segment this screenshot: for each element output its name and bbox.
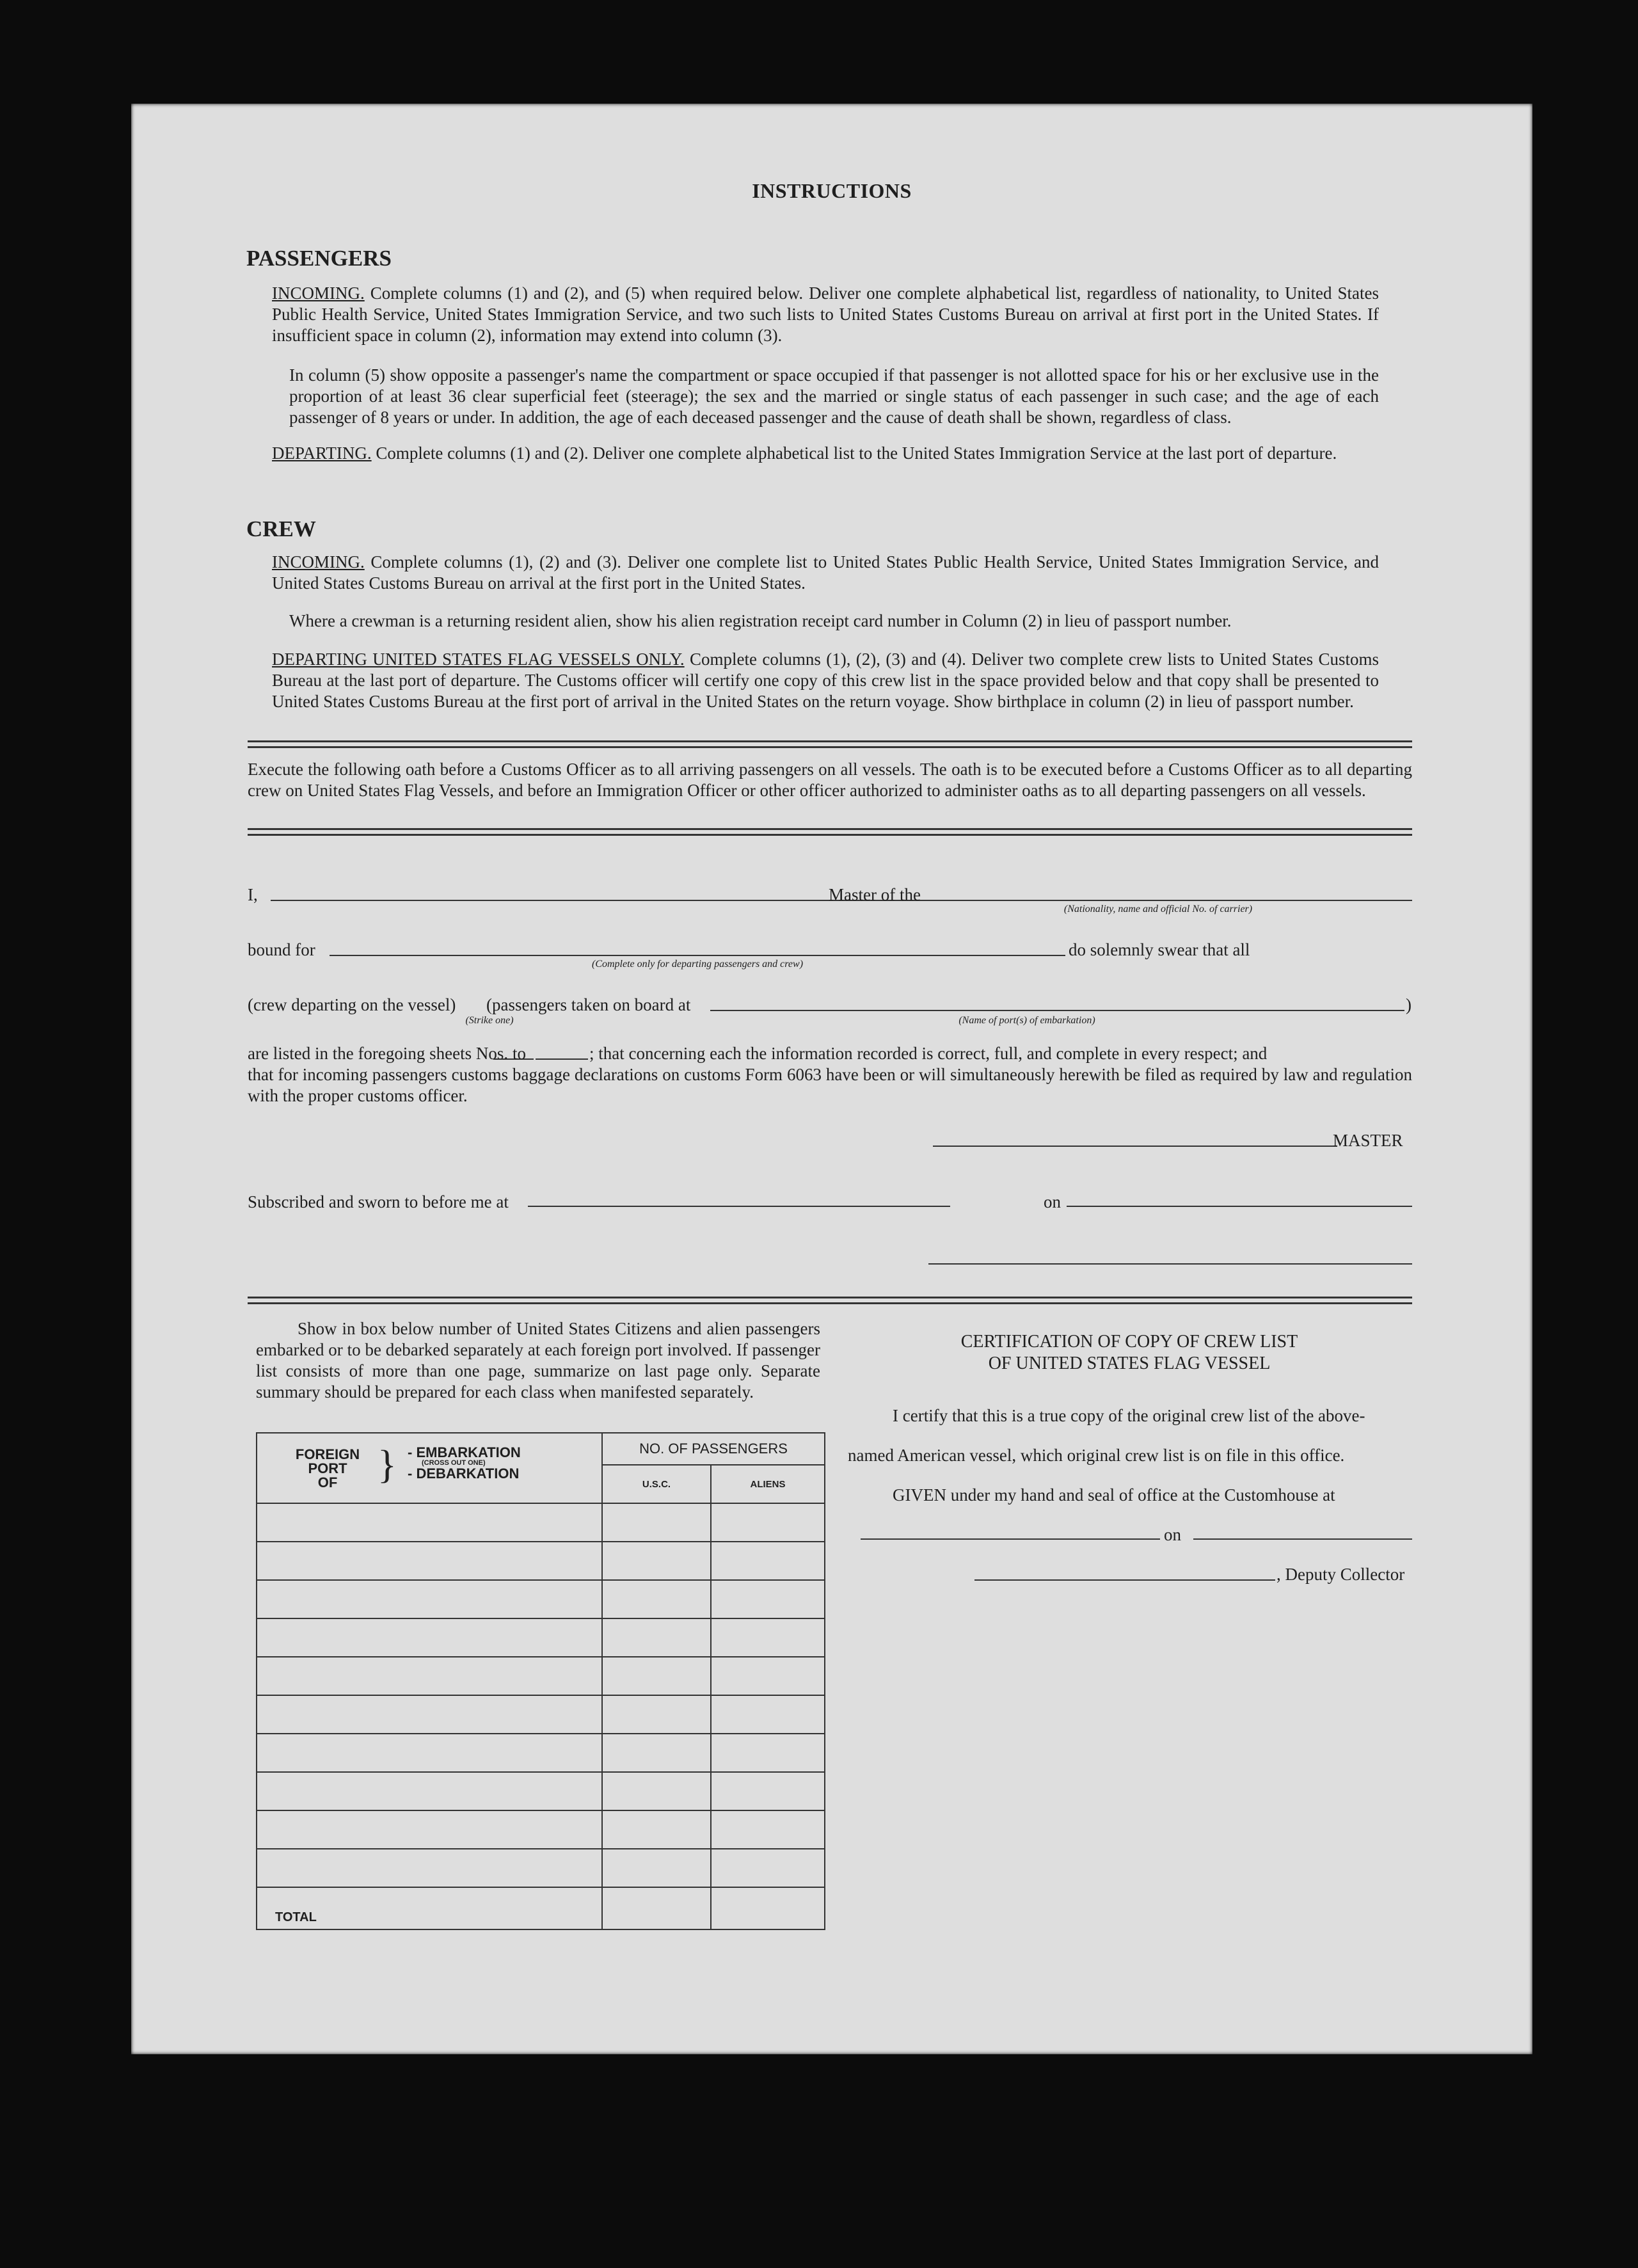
no-passengers-header: NO. OF PASSENGERS (602, 1433, 825, 1465)
passengers-heading: PASSENGERS (246, 246, 392, 271)
ports-caption: (Name of port(s) of embarkation) (958, 1015, 1095, 1026)
passenger-summary-table (256, 1432, 825, 1930)
passengers-column5: In column (5) show opposite a passenger's name the compartment or space occupied if that passenger is not allotted space for his or her exclusive use in the proportion of at least 36 clear superficial feet (steerage); the sex and the married or single status of each passenger in such case; and the age of each passenger of 8 years or under. In addition, the age of each deceased passenger and the cause of death shall be shown, regardless of class. (289, 365, 1379, 427)
passengers-incoming-text: Complete columns (1) and (2), and (5) when required below. Deliver one complete alphabetical list, regardless of nationality, to United States Public Health Service, United States Immigration Service, and two such lists to United States Customs Bureau on arrival at first port in the United States. If insufficient space in column (2), information may extend into column (3). (272, 284, 1380, 345)
usc-cell[interactable] (602, 1503, 711, 1542)
table-row (257, 1657, 825, 1695)
aliens-cell[interactable] (711, 1657, 825, 1695)
table-row (257, 1849, 825, 1887)
certify-line-2: named American vessel, which original crew list is on file in this office. (848, 1446, 1345, 1465)
crew-departing (272, 649, 1379, 712)
passengers-departing (272, 443, 1379, 464)
of-label: OF (317, 1474, 338, 1490)
crew-incoming (272, 552, 1379, 594)
total-row (257, 1887, 825, 1929)
port-header-left (280, 1448, 376, 1490)
subscribed-on-label: on (1044, 1192, 1061, 1211)
aliens-cell[interactable] (711, 1618, 825, 1657)
table-row (257, 1772, 825, 1810)
port-cell[interactable] (257, 1618, 602, 1657)
ports-field[interactable] (710, 1010, 1404, 1011)
deputy-collector-label: , Deputy Collector (1276, 1565, 1405, 1584)
usc-cell[interactable] (602, 1772, 711, 1810)
port-cell[interactable] (257, 1772, 602, 1810)
table-row (257, 1695, 825, 1734)
table-row (257, 1542, 825, 1580)
usc-cell[interactable] (602, 1657, 711, 1695)
divider (248, 828, 1412, 836)
form-sheet (131, 104, 1532, 2054)
embarkation-option[interactable]: - EMBARKATION (408, 1444, 521, 1460)
table-row (257, 1503, 825, 1542)
certification-heading (848, 1331, 1411, 1375)
sheet-to-field[interactable] (536, 1058, 588, 1060)
crew-departing-option[interactable]: (crew departing on the vessel) (248, 995, 456, 1014)
foreign-label: FOREIGN (295, 1446, 360, 1462)
summary-note: Show in box below number of United States Citizens and alien passengers embarked or to be debarked separately at each foreign port involved. If passenger list consists of more than one page, summarize on last page only. Separate summary should be prepared for each class when manifested separately. (256, 1319, 820, 1402)
aliens-header: ALIENS (711, 1465, 825, 1503)
page-title: INSTRUCTIONS (752, 179, 912, 202)
listed-b: ; that concerning each the information recorded is correct, full, and complete in every respect; and (589, 1044, 1268, 1063)
crew-incoming-text: Complete columns (1), (2) and (3). Deliver one complete list to United States Public Health Service, United States Immigration Service, and United States Customs Bureau on arrival at the first port in the United States. (272, 552, 1379, 593)
listed-to: to (513, 1044, 527, 1063)
aliens-cell[interactable] (711, 1542, 825, 1580)
oath-i: I, (248, 885, 258, 904)
crew-incoming-label: INCOMING. (272, 552, 365, 571)
port-header-right (408, 1446, 521, 1480)
passengers-departing-text: Complete columns (1) and (2). Deliver one complete alphabetical list to the United States Immigration Service at the last port of departure. (376, 443, 1337, 463)
passengers-taken-option[interactable]: (passengers taken on board at (486, 995, 691, 1014)
divider (248, 740, 1412, 748)
usc-cell[interactable] (602, 1618, 711, 1657)
crew-departing-text: Complete columns (1), (2), (3) and (4). Deliver two complete crew lists to United States Customs Bureau at the last port of departure. The Customs officer will certify one copy of this crew list in the space provided below and that copy shall be presented to United States Customs Bureau at the first port of arrival in the United States on the return voyage. Show birthplace in column (2) in lieu of passport number. (272, 650, 1380, 711)
divider (248, 1297, 1412, 1304)
customhouse-field[interactable] (861, 1538, 1160, 1540)
table-row (257, 1580, 825, 1618)
deputy-signature-field[interactable] (974, 1579, 1275, 1581)
bound-for-caption: (Complete only for departing passengers and crew) (591, 959, 804, 970)
cross-out-label: (CROSS OUT ONE) (422, 1459, 486, 1467)
passengers-incoming-label: INCOMING. (272, 284, 365, 303)
usc-cell[interactable] (602, 1734, 711, 1772)
passengers-departing-label: DEPARTING. (272, 443, 372, 463)
aliens-cell[interactable] (711, 1810, 825, 1849)
crew-departing-label: DEPARTING UNITED STATES FLAG VESSELS ONLY. (272, 650, 685, 669)
aliens-cell[interactable] (711, 1734, 825, 1772)
certification-heading-1: CERTIFICATION OF COPY OF CREW LIST (960, 1332, 1298, 1352)
listed-a: are listed in the foregoing sheets Nos. (248, 1044, 509, 1063)
swear-text: do solemnly swear that all (1069, 940, 1250, 959)
aliens-cell[interactable] (711, 1695, 825, 1734)
officer-signature-field[interactable] (928, 1263, 1412, 1265)
carrier-caption: (Nationality, name and official No. of carrier) (1063, 904, 1253, 914)
master-of-the-label: Master of the (829, 885, 921, 904)
certification-on-label: on (1164, 1525, 1181, 1544)
crew-resident: Where a crewman is a returning resident alien, show his alien registration receipt card number in Column (2) in lieu of passport number. (289, 611, 1232, 630)
brace-icon: } (378, 1443, 397, 1487)
port-cell[interactable] (257, 1734, 602, 1772)
port-cell[interactable] (257, 1542, 602, 1580)
crew-heading: CREW (246, 516, 316, 541)
debarkation-option[interactable]: - DEBARKATION (408, 1465, 520, 1481)
table-row (257, 1734, 825, 1772)
carrier-field[interactable] (934, 900, 1412, 901)
port-label: PORT (308, 1460, 347, 1476)
aliens-cell[interactable] (711, 1772, 825, 1810)
port-cell[interactable] (257, 1503, 602, 1542)
bound-for-field[interactable] (330, 955, 1065, 956)
subscribed-label: Subscribed and sworn to before me at (248, 1192, 509, 1211)
listed-c: that for incoming passengers customs baggage declarations on customs Form 6063 have been or will simultaneously herewith be filed as required by law and regulation with the proper customs officer. (248, 1065, 1412, 1105)
certify-line-1: I certify that this is a true copy of the original crew list of the above- (893, 1406, 1365, 1425)
given-line: GIVEN under my hand and seal of office at the Customhouse at (893, 1485, 1335, 1505)
usc-total-cell[interactable] (602, 1887, 711, 1929)
port-cell[interactable] (257, 1695, 602, 1734)
strike-one-caption: (Strike one) (465, 1015, 514, 1026)
aliens-cell[interactable] (711, 1503, 825, 1542)
passengers-incoming (272, 283, 1379, 346)
aliens-cell[interactable] (711, 1580, 825, 1618)
usc-cell[interactable] (602, 1580, 711, 1618)
usc-cell[interactable] (602, 1849, 711, 1887)
port-cell[interactable] (257, 1849, 602, 1887)
master-signature-field[interactable] (933, 1146, 1337, 1147)
usc-header: U.S.C. (602, 1465, 711, 1503)
bound-for-label: bound for (248, 940, 315, 959)
usc-cell[interactable] (602, 1810, 711, 1849)
aliens-cell[interactable] (711, 1849, 825, 1887)
port-cell[interactable] (257, 1810, 602, 1849)
subscribed-place-field[interactable] (528, 1206, 950, 1207)
table-row (257, 1810, 825, 1849)
certification-date-field[interactable] (1193, 1538, 1412, 1540)
usc-cell[interactable] (602, 1542, 711, 1580)
table-header-row (257, 1433, 825, 1465)
table-row (257, 1618, 825, 1657)
certification-heading-2: OF UNITED STATES FLAG VESSEL (988, 1354, 1271, 1373)
port-cell[interactable] (257, 1657, 602, 1695)
master-label: MASTER (1333, 1131, 1403, 1150)
close-paren: ) (1406, 995, 1411, 1014)
total-label: TOTAL (257, 1887, 602, 1929)
aliens-total-cell[interactable] (711, 1887, 825, 1929)
usc-cell[interactable] (602, 1695, 711, 1734)
port-header-cell (257, 1433, 602, 1503)
subscribed-date-field[interactable] (1067, 1206, 1412, 1207)
oath-intro: Execute the following oath before a Customs Officer as to all arriving passengers on all vessels. The oath is to be executed before a Customs Officer as to all departing crew on United States Flag Vessels, and before an Immigration Officer or other officer authorized to administer oaths as to all departing passengers on all vessels. (248, 760, 1412, 800)
port-cell[interactable] (257, 1580, 602, 1618)
